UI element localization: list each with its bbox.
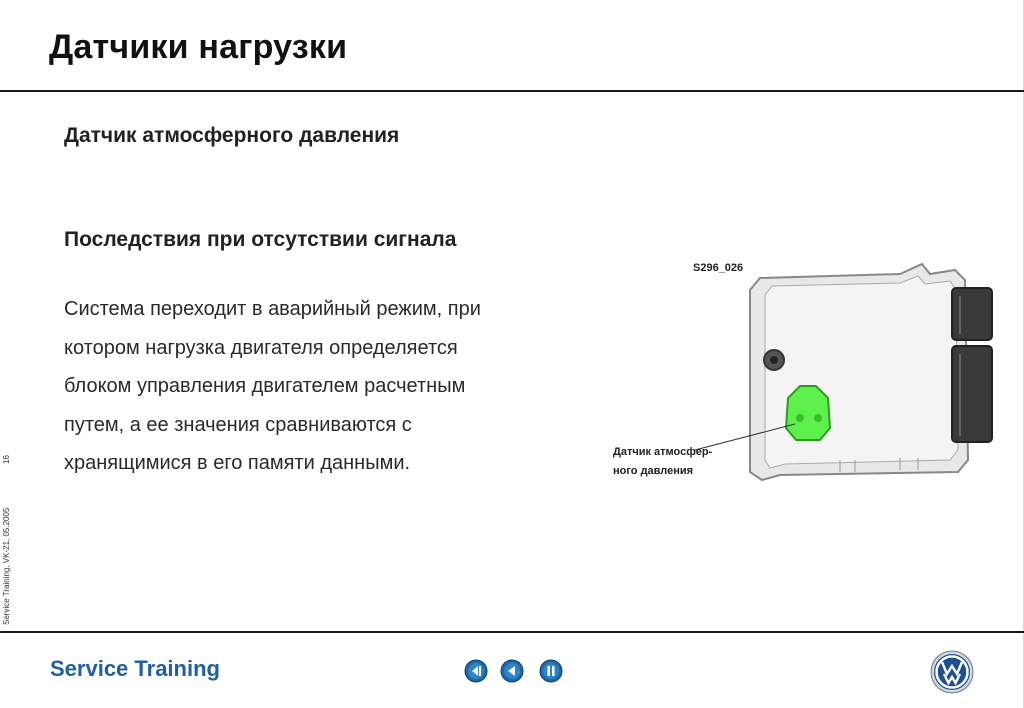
connector-lower xyxy=(952,346,992,442)
first-page-button[interactable] xyxy=(464,659,488,683)
pause-button[interactable] xyxy=(539,659,563,683)
pressure-sensor xyxy=(786,386,830,440)
figure-label-line: Датчик атмосфер- xyxy=(613,446,713,458)
figure-label xyxy=(613,443,712,481)
figure-id: S296_026 xyxy=(693,262,744,274)
body-line: хранящимися в его памяти данными. xyxy=(64,452,411,474)
section-heading: Последствия при отсутствии сигнала xyxy=(64,228,457,251)
header-divider xyxy=(0,90,1024,92)
vw-logo xyxy=(930,650,974,694)
previous-page-button[interactable] xyxy=(500,659,524,683)
body-line: Система переходит в аварийный режим, при xyxy=(64,298,481,320)
body-paragraph xyxy=(64,290,564,483)
body-line: котором нагрузка двигателя определяется xyxy=(64,336,458,359)
section-subtitle: Датчик атмосферного давления xyxy=(64,124,400,147)
footer-brand: Service Training xyxy=(50,656,220,681)
ecu-illustration xyxy=(600,250,1010,490)
footer-divider xyxy=(0,631,1024,633)
page-number: 16 xyxy=(2,455,11,464)
source-note: Service Training, VK-21, 05.2005 xyxy=(2,507,11,625)
first-page-icon xyxy=(464,659,488,683)
pause-icon xyxy=(539,659,563,683)
ecu-lid xyxy=(765,276,958,468)
figure-label-line: ного давления xyxy=(613,465,694,477)
vw-logo-icon xyxy=(930,650,974,694)
body-line: путем, а ее значения сравниваются с xyxy=(64,413,412,436)
body-line: блоком управления двигателем расчетным xyxy=(64,375,466,397)
connector-upper xyxy=(952,288,992,340)
previous-page-icon xyxy=(500,659,524,683)
page-title: Датчики нагрузки xyxy=(49,28,348,66)
side-note xyxy=(0,440,14,630)
